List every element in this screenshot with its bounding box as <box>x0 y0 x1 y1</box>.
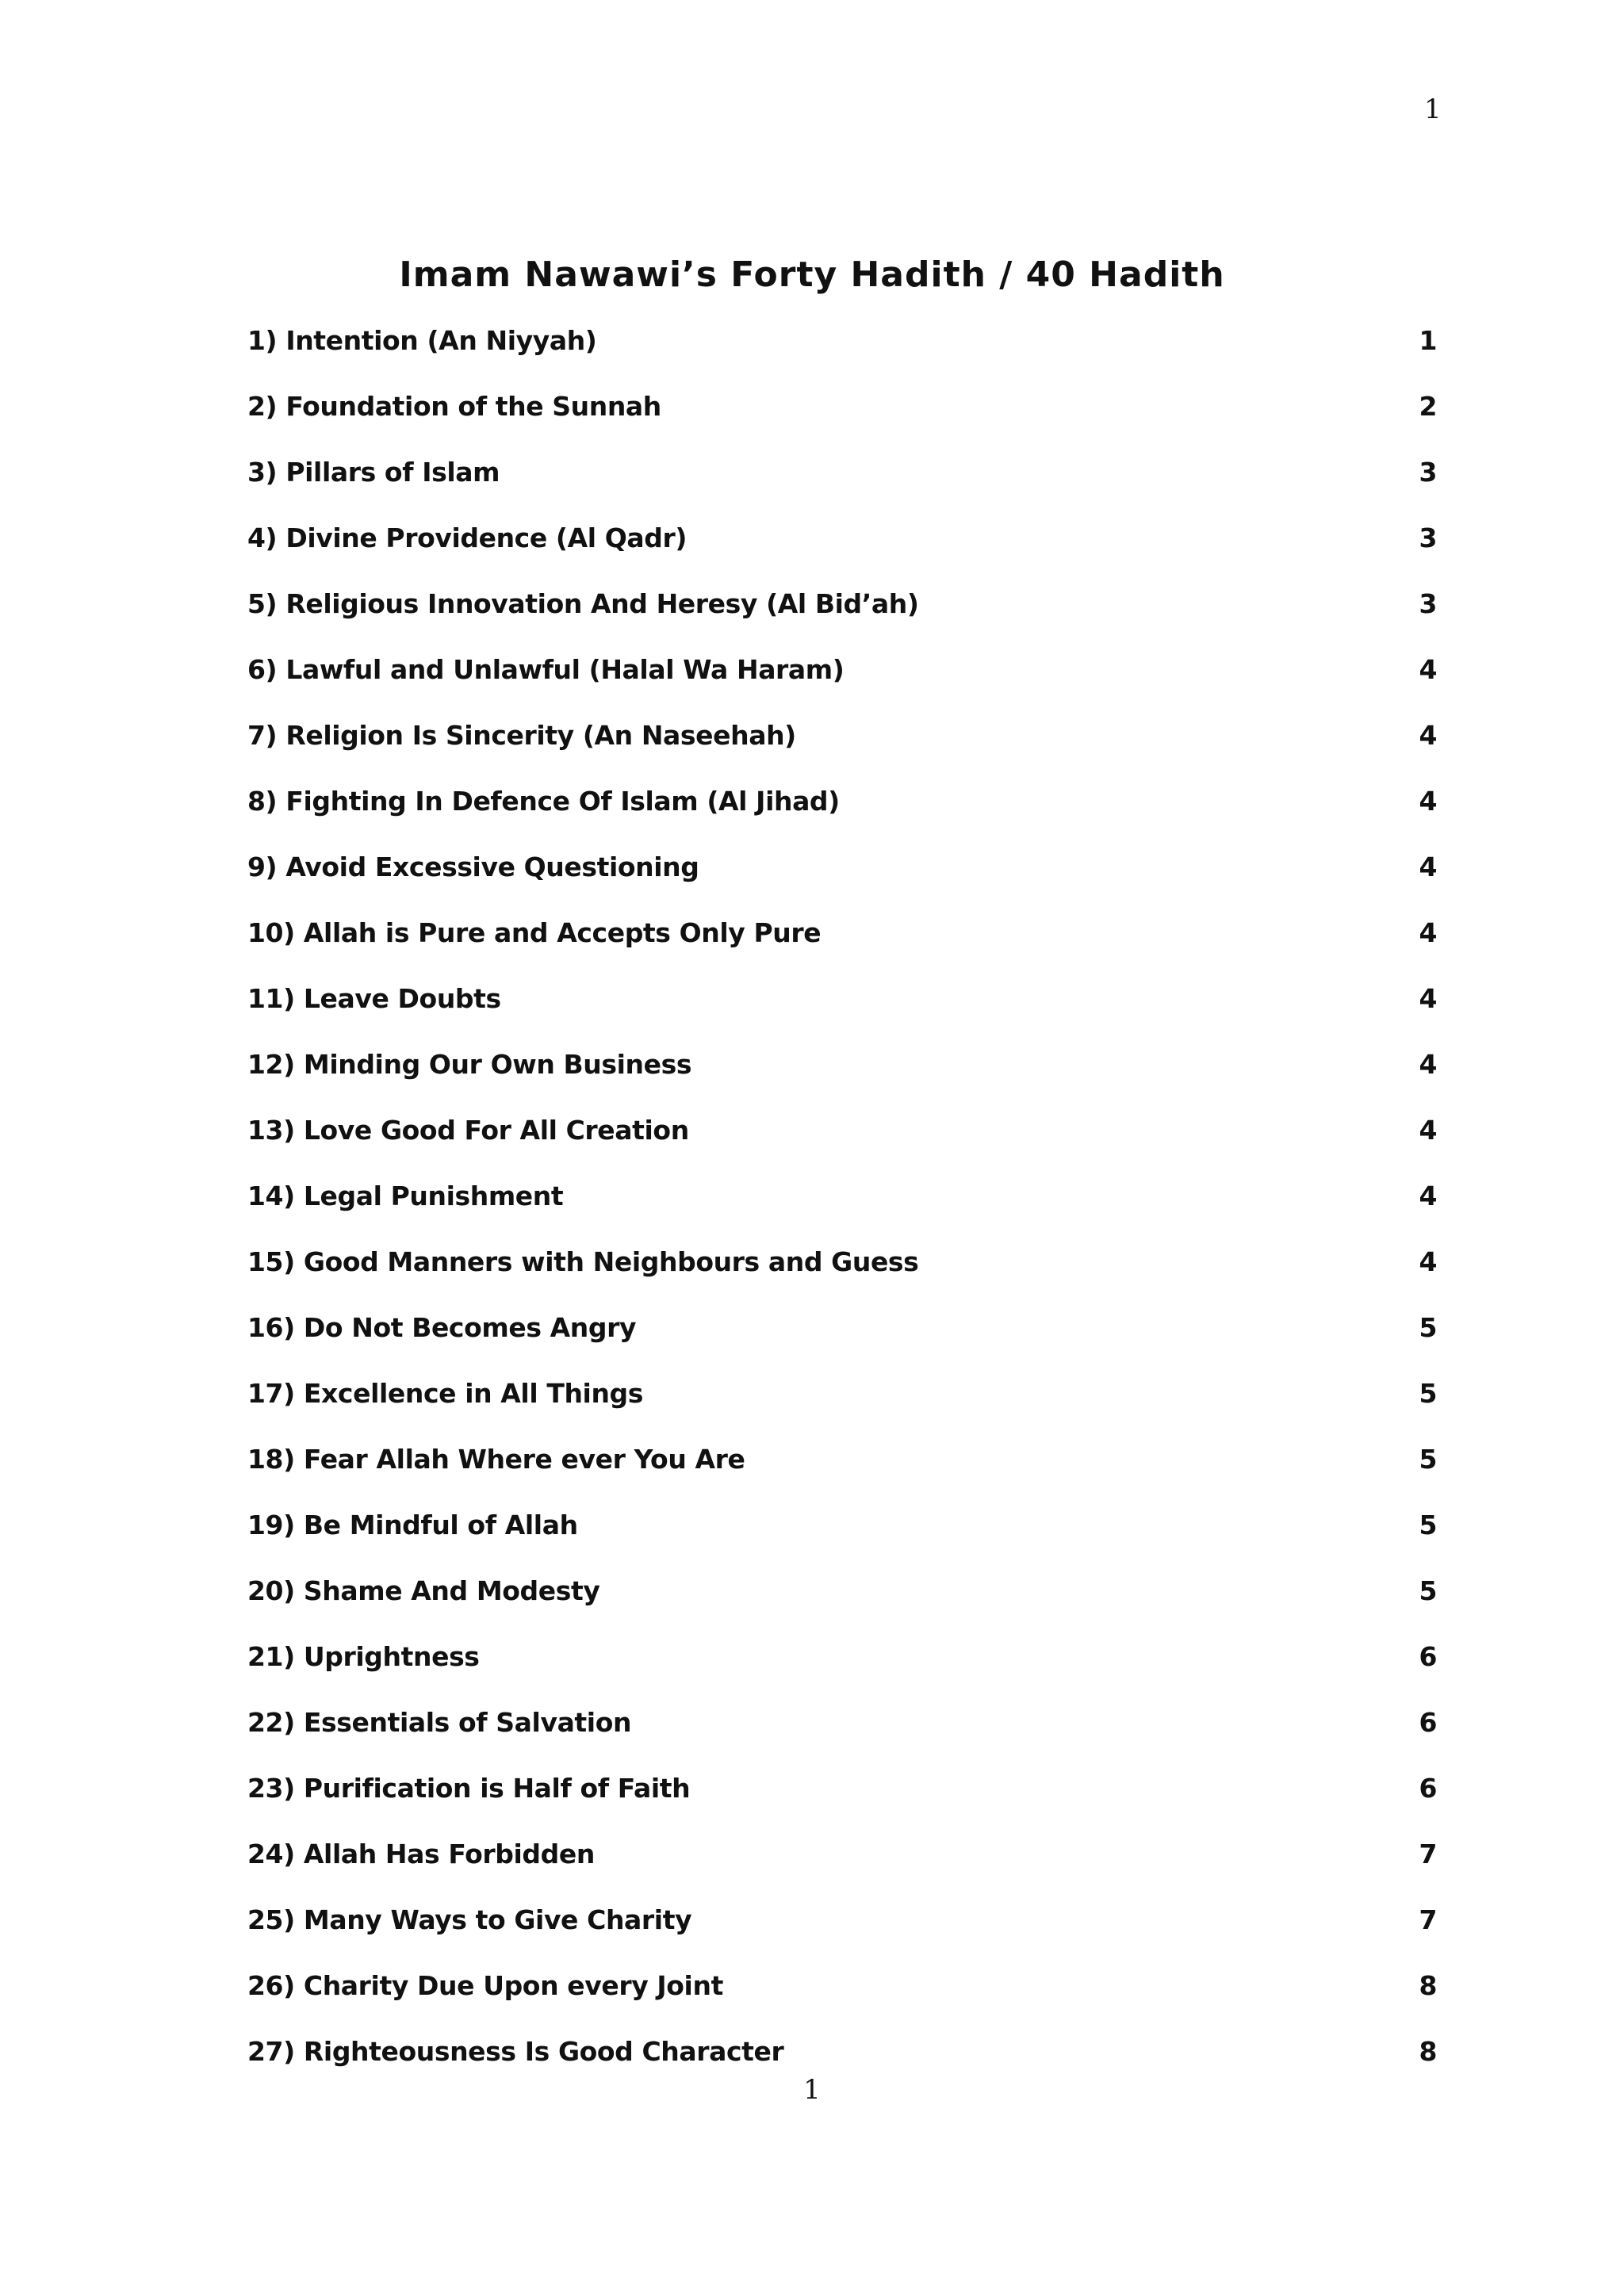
toc-entry <box>247 1031 1437 1097</box>
toc-entry <box>247 1492 1437 1558</box>
toc-entry-page: 4 <box>1419 851 1437 882</box>
toc-entry <box>247 768 1437 834</box>
toc-entry-label: 13) Love Good For All Creation <box>247 1115 689 1146</box>
toc-entry-label: 5) Religious Innovation And Heresy (Al Bid’ah) <box>247 588 919 619</box>
toc-entry-page: 4 <box>1419 1049 1437 1080</box>
toc-entry <box>247 1163 1437 1229</box>
toc-entry <box>247 571 1437 637</box>
toc-entry-label: 18) Fear Allah Where ever You Are <box>247 1444 745 1475</box>
toc-entry-page: 1 <box>1419 325 1437 356</box>
toc-entry-page: 4 <box>1419 654 1437 685</box>
toc-entry-label: 11) Leave Doubts <box>247 983 501 1014</box>
toc-entry-page: 6 <box>1419 1641 1437 1672</box>
toc-entry-page: 4 <box>1419 917 1437 948</box>
toc-entry <box>247 834 1437 900</box>
toc-entry-page: 4 <box>1419 720 1437 751</box>
toc-entry-label: 22) Essentials of Salvation <box>247 1707 632 1738</box>
toc-entry-page: 4 <box>1419 1246 1437 1277</box>
toc-entry-page: 5 <box>1419 1444 1437 1475</box>
toc-entry-label: 10) Allah is Pure and Accepts Only Pure <box>247 917 822 948</box>
toc-entry <box>247 966 1437 1031</box>
toc-entry <box>247 439 1437 505</box>
toc-entry-page: 4 <box>1419 983 1437 1014</box>
toc-entry-label: 21) Uprightness <box>247 1641 480 1672</box>
toc-entry-page: 5 <box>1419 1378 1437 1409</box>
toc-entry-page: 3 <box>1419 457 1437 488</box>
toc-entry <box>247 1689 1437 1755</box>
header-page-number: 1 <box>1424 94 1442 125</box>
table-of-contents <box>247 308 1437 2084</box>
toc-entry-label: 7) Religion Is Sincerity (An Naseehah) <box>247 720 796 751</box>
toc-entry <box>247 1426 1437 1492</box>
toc-entry-page: 4 <box>1419 786 1437 817</box>
toc-entry <box>247 505 1437 571</box>
toc-entry-label: 20) Shame And Modesty <box>247 1575 600 1606</box>
toc-entry-page: 5 <box>1419 1510 1437 1540</box>
toc-entry-label: 17) Excellence in All Things <box>247 1378 644 1409</box>
toc-entry <box>247 1821 1437 1887</box>
toc-entry-label: 12) Minding Our Own Business <box>247 1049 692 1080</box>
toc-entry-label: 2) Foundation of the Sunnah <box>247 391 661 422</box>
toc-entry-page: 7 <box>1419 1904 1437 1935</box>
toc-entry <box>247 1295 1437 1360</box>
toc-entry-label: 3) Pillars of Islam <box>247 457 500 488</box>
toc-entry <box>247 308 1437 373</box>
toc-entry-page: 5 <box>1419 1575 1437 1606</box>
toc-entry-label: 24) Allah Has Forbidden <box>247 1839 595 1869</box>
footer-page-number: 1 <box>803 2074 821 2106</box>
toc-entry <box>247 1360 1437 1426</box>
toc-entry <box>247 1558 1437 1624</box>
toc-entry <box>247 1755 1437 1821</box>
toc-entry-page: 6 <box>1419 1773 1437 1804</box>
page-title <box>0 254 1624 295</box>
toc-entry-label: 19) Be Mindful of Allah <box>247 1510 578 1540</box>
toc-entry-page: 2 <box>1419 391 1437 422</box>
toc-entry-label: 9) Avoid Excessive Questioning <box>247 851 699 882</box>
toc-entry-page: 6 <box>1419 1707 1437 1738</box>
page-title-text: Imam Nawawi’s Forty Hadith / 40 Hadith <box>399 254 1225 296</box>
toc-entry <box>247 637 1437 702</box>
toc-entry <box>247 373 1437 439</box>
toc-entry <box>247 702 1437 768</box>
toc-entry <box>247 1953 1437 2019</box>
toc-entry-label: 6) Lawful and Unlawful (Halal Wa Haram) <box>247 654 845 685</box>
toc-entry-page: 3 <box>1419 588 1437 619</box>
toc-entry-page: 8 <box>1419 2036 1437 2067</box>
toc-entry-label: 4) Divine Providence (Al Qadr) <box>247 522 688 553</box>
toc-entry <box>247 1229 1437 1295</box>
toc-entry <box>247 1097 1437 1163</box>
toc-entry-page: 8 <box>1419 1970 1437 2001</box>
toc-entry-label: 27) Righteousness Is Good Character <box>247 2036 784 2067</box>
toc-entry-label: 8) Fighting In Defence Of Islam (Al Jihad) <box>247 786 840 817</box>
toc-entry-label: 26) Charity Due Upon every Joint <box>247 1970 723 2001</box>
toc-entry-page: 7 <box>1419 1839 1437 1869</box>
toc-entry-label: 16) Do Not Becomes Angry <box>247 1312 637 1343</box>
toc-entry-label: 23) Purification is Half of Faith <box>247 1773 691 1804</box>
toc-entry-page: 4 <box>1419 1115 1437 1146</box>
toc-entry <box>247 1887 1437 1953</box>
toc-entry-page: 4 <box>1419 1181 1437 1211</box>
toc-entry-label: 1) Intention (An Niyyah) <box>247 325 597 356</box>
toc-entry <box>247 1624 1437 1689</box>
toc-entry-page: 5 <box>1419 1312 1437 1343</box>
toc-entry-label: 14) Legal Punishment <box>247 1181 564 1211</box>
toc-entry-label: 25) Many Ways to Give Charity <box>247 1904 692 1935</box>
toc-entry <box>247 900 1437 966</box>
toc-entry-page: 3 <box>1419 522 1437 553</box>
toc-entry-label: 15) Good Manners with Neighbours and Guess <box>247 1246 919 1277</box>
